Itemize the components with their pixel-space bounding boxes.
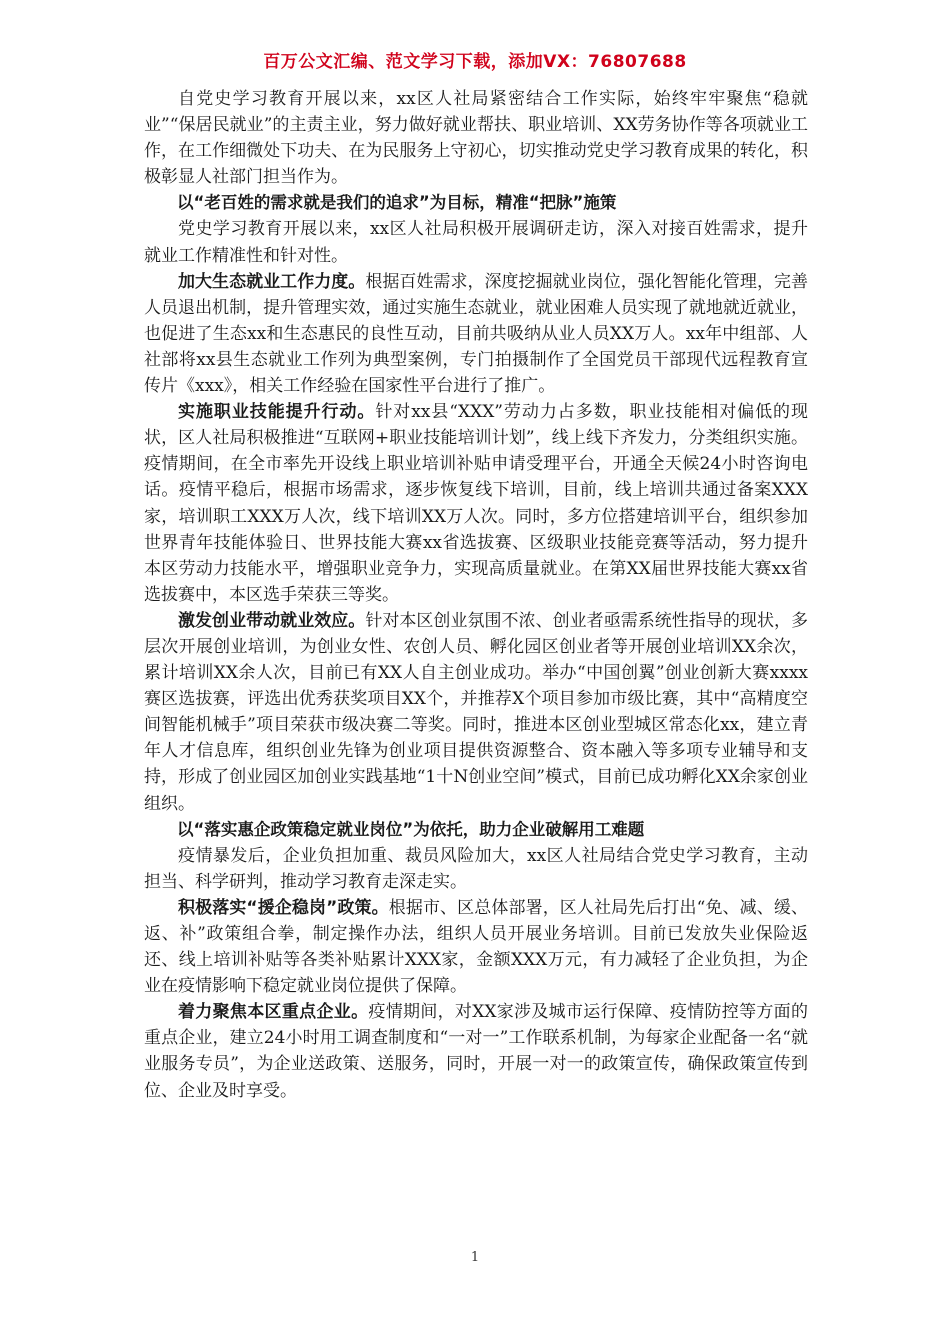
paragraph-section2-intro: 疫情暴发后，企业负担加重、裁员风险加大，xx区人社局结合党史学习教育，主动担当、科学研判，推动学习教育走深走实。 xyxy=(144,845,808,892)
paragraph-text: 疫情期间，对XX家涉及城市运行保障、疫情防控等方面的重点企业，建立24小时用工调查制度和“一对一”工作联系机制，为每家企业配备一名“就业服务专员”，为企业送政策、送服务，同时，开展一对一的政策宣传，确保政策宣传到位、企业及时享受。 xyxy=(144,1002,808,1101)
paragraph-lead: 积极落实“援企稳岗”政策。 xyxy=(178,897,389,918)
paragraph-lead: 实施职业技能提升行动。 xyxy=(178,402,376,423)
header-banner: 百万公文汇编、范文学习下载，添加VX：76807688 xyxy=(263,52,687,72)
paragraph-text: 根据百姓需求，深度挖掘就业岗位，强化智能化管理，完善人员退出机制，提升管理实效，通过实施生态就业，就业困难人员实现了就地就近就业，也促进了生态xx和生态惠民的良性互动，目前共吸纳从业人员XX万人。xx年中组部、人社部将xx县生态就业工作列为典型案例，专门拍摄制作了全国党员干部现代远程教育宣传片《xxx》，相关工作经验在国家性平台进行了推广。 xyxy=(144,271,809,397)
paragraph-key-enterprises xyxy=(144,999,808,1103)
paragraph-intro: 自党史学习教育开展以来，xx区人社局紧密结合工作实际，始终牢牢聚焦“稳就业”“保居民就业”的主责主业，努力做好就业帮扶、职业培训、XX劳务协作等各项就业工作，在工作细微处下功夫、在为民服务上守初心，切实推动党史学习教育成果的转化，积极彰显人社部门担当作为。 xyxy=(144,89,808,188)
paragraph-ecological-employment xyxy=(144,269,808,399)
paragraph-section1-intro: 党史学习教育开展以来，xx区人社局积极开展调研走访，深入对接百姓需求，提升就业工作精准性和针对性。 xyxy=(144,219,808,266)
section-heading-2: 以“落实惠企政策稳定就业岗位”为依托，助力企业破解用工难题 xyxy=(177,819,645,839)
paragraph-lead: 加大生态就业工作力度。 xyxy=(178,271,366,292)
paragraph-text: 针对本区创业氛围不浓、创业者亟需系统性指导的现状，多层次开展创业培训，为创业女性、农创人员、孵化园区创业者等开展创业培训XX余次，累计培训XX余人次，目前已有XX人自主创业成功。举办“中国创翼”创业创新大赛xxxx赛区选拔赛，评选出优秀获奖项目XX个，并推荐X个项目参加市级比赛，其中“高精度空间智能机械手”项目荣获市级决赛二等奖。同时，推进本区创业型城区常态化xx，建立青年人才信息库，组织创业先锋为创业项目提供资源整合、资本融入等多项专业辅导和支持，形成了创业园区加创业实践基地“1十N创业空间”模式，目前已成功孵化XX余家创业组织。 xyxy=(144,610,809,814)
paragraph-skills-training xyxy=(144,399,808,608)
paragraph-text: 根据市、区总体部署，区人社局先后打出“免、减、缓、返、补”政策组合拳，制定操作办法，组织人员开展业务培训。目前已发放失业保险返还、线上培训补贴等各类补贴累计XXX家，金额XXX万元，有力减轻了企业负担，为企业在疫情影响下稳定就业岗位提供了保障。 xyxy=(144,897,808,997)
paragraph-lead: 着力聚焦本区重点企业。 xyxy=(178,1002,369,1023)
section-heading-1: 以“老百姓的需求就是我们的追求”为目标，精准“把脉”施策 xyxy=(177,193,617,213)
paragraph-text: 针对xx县“XXX”劳动力占多数，职业技能相对偏低的现状，区人社局积极推进“互联网+职业技能培训计划”，线上线下齐发力，分类组织实施。疫情期间，在全市率先开设线上职业培训补贴申请受理平台，开通全天候24小时咨询电话。疫情平稳后，根据市场需求，逐步恢复线下培训，目前，线上培训共通过备案XXX家，培训职工XXX万人次，线下培训XX万人次。同时，多方位搭建培训平台，组织参加世界青年技能体验日、世界技能大赛xx省选拔赛、区级职业技能竞赛等活动，努力提升本区劳动力技能水平，增强职业竞争力，实现高质量就业。在第XX届世界技能大赛xx省选拔赛中，本区选手荣获三等奖。 xyxy=(144,402,808,605)
document-body xyxy=(144,86,808,1104)
page-number: 1 xyxy=(470,1250,480,1265)
paragraph-lead: 激发创业带动就业效应。 xyxy=(178,610,366,631)
paragraph-enterprise-support xyxy=(144,895,808,999)
paragraph-entrepreneurship xyxy=(144,608,808,817)
